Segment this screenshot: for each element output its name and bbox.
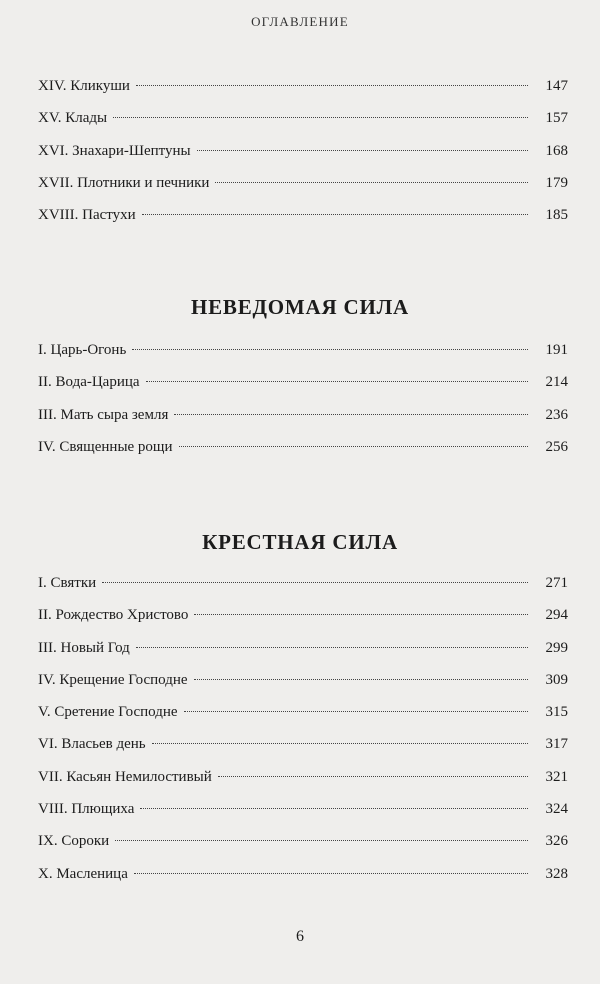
toc-entry-page: 191 (545, 342, 568, 358)
toc-entry-page: 236 (545, 406, 568, 423)
toc-entry-page: 321 (545, 768, 568, 785)
page-number: 6 (296, 928, 304, 945)
toc-entry-title: II. Рождество Христово (38, 607, 189, 624)
toc-entry-page: 256 (545, 438, 568, 455)
toc-entry-page: 328 (545, 865, 568, 882)
toc-entry-title: III. Новый Год (38, 639, 130, 656)
toc-entry[interactable] (38, 207, 568, 239)
toc-entry[interactable] (38, 672, 568, 704)
toc-entry-page: 179 (545, 174, 568, 191)
toc-entry-title: XV. Клады (38, 110, 108, 127)
dot-leader (215, 182, 528, 183)
dot-leader (134, 873, 528, 874)
toc-entry[interactable] (38, 736, 568, 768)
toc-entry-title: II. Вода-Царица (38, 374, 140, 391)
toc-entry[interactable] (38, 342, 568, 374)
toc-entry-title: VII. Касьян Немилостивый (38, 768, 212, 785)
dot-leader (140, 808, 528, 809)
toc-group-nevedomaya-sila (38, 342, 568, 471)
toc-entry-page: 326 (545, 833, 568, 850)
dot-leader (142, 214, 528, 215)
toc-entry-title: I. Святки (38, 575, 97, 591)
toc-entry-page: 214 (545, 374, 568, 391)
toc-entry-title: XVIII. Пастухи (38, 207, 136, 224)
toc-entry-title: VIII. Плющиха (38, 801, 135, 818)
dot-leader (136, 647, 528, 648)
dot-leader (146, 381, 528, 382)
toc-entry-title: XVII. Плотники и печники (38, 174, 210, 191)
dot-leader (179, 446, 528, 447)
dot-leader (102, 582, 528, 583)
toc-entry-page: 294 (545, 607, 568, 624)
section-heading: КРЕСТНАЯ СИЛА (202, 530, 398, 554)
toc-entry-title: I. Царь-Огонь (38, 342, 127, 358)
toc-entry-title: IX. Сороки (38, 833, 110, 850)
dot-leader (174, 414, 528, 415)
toc-entry[interactable] (38, 833, 568, 865)
toc-entry[interactable] (38, 175, 568, 207)
toc-entry[interactable] (38, 640, 568, 672)
section-heading: НЕВЕДОМАЯ СИЛА (190, 295, 410, 319)
toc-entry-title: XIV. Кликуши (38, 78, 130, 94)
dot-leader (136, 85, 528, 86)
dot-leader (132, 349, 528, 350)
toc-entry-page: 185 (545, 207, 568, 224)
dot-leader (152, 743, 528, 744)
toc-entry[interactable] (38, 110, 568, 142)
toc-group-continued (38, 78, 568, 239)
dot-leader (194, 614, 528, 615)
toc-entry[interactable] (38, 607, 568, 639)
toc-group-krestnaya-sila (38, 575, 568, 898)
toc-entry-page: 315 (545, 704, 568, 721)
dot-leader (113, 117, 528, 118)
toc-entry-page: 317 (545, 736, 568, 753)
dot-leader (184, 711, 528, 712)
dot-leader (197, 150, 528, 151)
toc-entry[interactable] (38, 801, 568, 833)
toc-entry[interactable] (38, 78, 568, 110)
toc-entry[interactable] (38, 704, 568, 736)
toc-entry[interactable] (38, 439, 568, 471)
toc-entry-page: 147 (545, 78, 568, 94)
toc-entry-page: 271 (545, 575, 568, 591)
toc-entry-title: X. Масленица (38, 865, 128, 882)
toc-entry[interactable] (38, 407, 568, 439)
toc-entry[interactable] (38, 143, 568, 175)
toc-entry[interactable] (38, 769, 568, 801)
toc-entry-page: 309 (545, 671, 568, 688)
toc-entry-page: 157 (545, 110, 568, 127)
dot-leader (115, 840, 528, 841)
toc-entry-title: V. Сретение Господне (38, 704, 178, 721)
toc-entry-title: XVI. Знахари-Шептуны (38, 142, 191, 159)
toc-entry-title: IV. Крещение Господне (38, 671, 188, 688)
toc-entry[interactable] (38, 575, 568, 607)
dot-leader (218, 776, 528, 777)
toc-entry-page: 299 (545, 639, 568, 656)
toc-entry-page: 324 (545, 801, 568, 818)
running-head: ОГЛАВЛЕНИЕ (251, 14, 349, 29)
toc-entry-page: 168 (545, 142, 568, 159)
toc-entry-title: VI. Власьев день (38, 736, 146, 753)
toc-entry[interactable] (38, 866, 568, 898)
dot-leader (194, 679, 528, 680)
toc-entry-title: IV. Священные рощи (38, 438, 173, 455)
toc-entry[interactable] (38, 374, 568, 406)
toc-entry-title: III. Мать сыра земля (38, 406, 169, 423)
